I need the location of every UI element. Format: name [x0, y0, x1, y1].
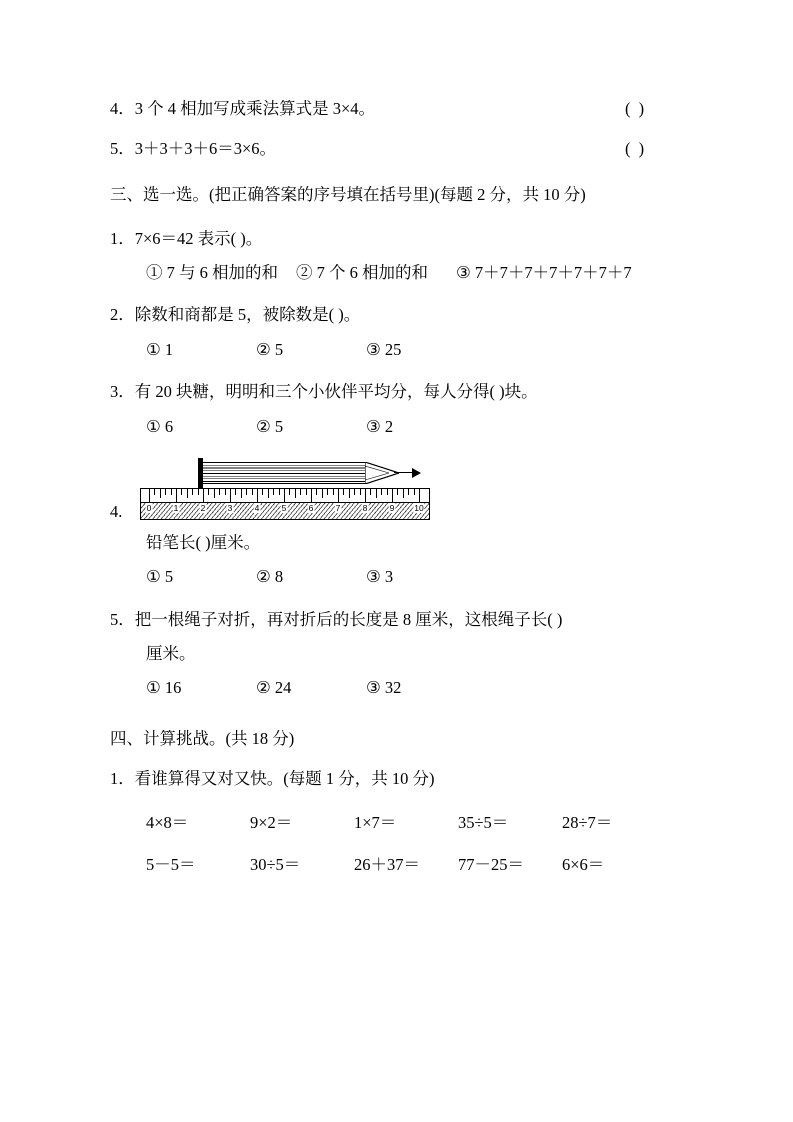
ruler-tick — [257, 489, 258, 502]
ruler-tick — [343, 489, 344, 495]
option-c[interactable]: ③ 3 — [366, 567, 394, 587]
ruler-number: 2 — [200, 502, 206, 513]
option-c[interactable]: ③ 32 — [366, 678, 402, 698]
ruler-tick — [365, 489, 366, 502]
ruler-number: 10 — [414, 502, 424, 513]
judge-answer-paren[interactable]: ( ) — [625, 99, 647, 118]
pencil-body — [198, 462, 366, 484]
ruler-tick — [289, 489, 290, 495]
ruler-tick — [419, 489, 420, 502]
ruler-tick — [165, 489, 166, 495]
calc-row — [146, 809, 690, 833]
ruler-tick — [360, 489, 361, 495]
pencil-icon — [198, 458, 416, 488]
question-stem: 有 20 块糖，明明和三个小伙伴平均分，每人分得( )块。 — [134, 382, 538, 402]
question-number: 5． — [110, 609, 135, 629]
ruler-tick — [300, 489, 301, 495]
ruler-tick — [349, 489, 350, 498]
ruler-number: 9 — [389, 502, 395, 513]
ruler-tick — [279, 489, 280, 495]
judge-item-text: 4．3 个 4 相加写成乘法算式是 3×4。 — [110, 99, 376, 118]
calc-item[interactable]: 6×6＝ — [562, 854, 605, 874]
ruler-tick — [284, 489, 285, 502]
option-c[interactable]: ③ 7＋7＋7＋7＋7＋7＋7 — [456, 262, 632, 282]
judge-item-text: 5．3＋3＋3＋6＝3×6。 — [110, 139, 277, 158]
ruler-tick — [397, 489, 398, 495]
choice-section-heading: 三、选一选。(把正确答案的序号填在括号里)(每题 2 分，共 10 分) — [110, 185, 586, 204]
calc-item[interactable]: 28÷7＝ — [562, 812, 613, 832]
calc-item[interactable]: 77－25＝ — [458, 854, 524, 874]
ruler-tick — [387, 489, 388, 495]
ruler-tick — [414, 489, 415, 495]
ruler-number: 3 — [227, 502, 233, 513]
ruler-tick — [246, 489, 247, 495]
option-a[interactable]: ① 7 与 6 相加的和 — [146, 262, 278, 282]
option-a[interactable]: ① 16 — [146, 678, 182, 698]
choice-question-5 — [110, 607, 690, 633]
ruler-tick — [316, 489, 317, 495]
judge-item — [110, 96, 690, 120]
option-b[interactable]: ② 7 个 6 相加的和 — [296, 262, 428, 282]
ruler-tick — [176, 489, 177, 502]
ruler-tick — [322, 489, 323, 498]
ruler-tick — [203, 489, 204, 502]
question-number: 4. — [110, 501, 123, 521]
ruler-tick — [392, 489, 393, 502]
ruler-tick — [403, 489, 404, 498]
calc-item[interactable]: 30÷5＝ — [250, 854, 301, 874]
calc-section-heading: 四、计算挑战。(共 18 分) — [110, 728, 295, 748]
question-stem: 铅笔长( )厘米。 — [146, 532, 261, 552]
ruler-tick — [338, 489, 339, 502]
choice-question-2 — [110, 302, 690, 328]
option-b[interactable]: ② 5 — [256, 416, 284, 436]
ruler-tick — [230, 489, 231, 502]
choice-options-4 — [146, 564, 690, 590]
ruler-tick — [192, 489, 193, 495]
ruler-tick — [198, 489, 199, 495]
choice-question-3 — [110, 379, 690, 405]
ruler-tick — [354, 489, 355, 495]
question-number: 2． — [110, 305, 135, 325]
option-a[interactable]: ① 6 — [146, 416, 174, 436]
calc-item[interactable]: 1×7＝ — [354, 812, 397, 832]
ruler-number: 0 — [146, 502, 152, 513]
ruler-tick — [381, 489, 382, 495]
calc-item[interactable]: 35÷5＝ — [458, 812, 509, 832]
ruler-tick — [154, 489, 155, 495]
question-number: 3． — [110, 382, 135, 402]
worksheet-content — [110, 96, 690, 893]
ruler-tick — [225, 489, 226, 495]
choice-options-3 — [146, 414, 690, 440]
question-number: 1． — [110, 228, 135, 248]
ruler-tick — [160, 489, 161, 498]
calc-item[interactable]: 9×2＝ — [250, 812, 293, 832]
judge-answer-paren[interactable]: ( ) — [625, 139, 647, 158]
choice-question-1 — [110, 226, 690, 252]
ruler-tick — [214, 489, 215, 498]
ruler-tick — [273, 489, 274, 495]
choice-options-5 — [146, 675, 690, 701]
calc-grid — [146, 809, 690, 875]
ruler-tick — [370, 489, 371, 495]
pointer-arrow-icon — [412, 468, 421, 478]
ruler-tick — [149, 489, 150, 502]
question-stem: 7×6＝42 表示( )。 — [134, 228, 263, 248]
ruler-tick — [171, 489, 172, 495]
calc-item[interactable]: 5－5＝ — [146, 854, 196, 874]
question-stem-line1: 把一根绳子对折，再对折后的长度是 8 厘米，这根绳子长( ) — [134, 609, 563, 629]
ruler-tick — [181, 489, 182, 495]
option-a[interactable]: ① 1 — [146, 339, 174, 359]
ruler-tick — [295, 489, 296, 498]
choice-options-2 — [146, 337, 690, 363]
ruler-icon — [140, 488, 430, 520]
ruler-tick — [306, 489, 307, 495]
option-c[interactable]: ③ 2 — [366, 416, 394, 436]
question-stem-line2: 厘米。 — [146, 644, 196, 664]
judge-item — [110, 136, 690, 160]
choice-question-4-stem — [146, 530, 690, 556]
question-4-figure-block — [110, 456, 690, 528]
ruler-tick — [262, 489, 263, 495]
option-c[interactable]: ③ 25 — [366, 339, 402, 359]
ruler-tick — [252, 489, 253, 495]
ruler-number: 4 — [254, 502, 260, 513]
ruler-tick — [268, 489, 269, 498]
ruler-number: 7 — [335, 502, 341, 513]
ruler-number: 5 — [281, 502, 287, 513]
option-b[interactable]: ② 24 — [256, 678, 292, 698]
ruler-tick — [376, 489, 377, 498]
ruler-tick — [333, 489, 334, 495]
ruler-tick — [311, 489, 312, 502]
ruler-tick — [219, 489, 220, 495]
pencil-end — [198, 458, 203, 488]
ruler-pencil-figure — [140, 456, 430, 524]
option-b[interactable]: ② 5 — [256, 339, 284, 359]
ruler-tick — [235, 489, 236, 495]
ruler-number: 1 — [173, 502, 179, 513]
ruler-tick — [208, 489, 209, 495]
option-a[interactable]: ① 5 — [146, 567, 174, 587]
ruler-tick — [327, 489, 328, 495]
calc-sub-heading: 1．看谁算得又对又快。(每题 1 分，共 10 分) — [110, 769, 435, 789]
calc-item[interactable]: 26＋37＝ — [354, 854, 420, 874]
calc-row — [146, 851, 690, 875]
ruler-number: 6 — [308, 502, 314, 513]
ruler-tick — [187, 489, 188, 498]
ruler-number: 8 — [362, 502, 368, 513]
ruler-tick — [408, 489, 409, 495]
option-b[interactable]: ② 8 — [256, 567, 284, 587]
choice-question-5-cont — [146, 641, 690, 667]
choice-options-1 — [146, 260, 690, 286]
ruler-tick — [241, 489, 242, 498]
question-stem: 除数和商都是 5，被除数是( )。 — [134, 305, 361, 325]
calc-item[interactable]: 4×8＝ — [146, 812, 189, 832]
